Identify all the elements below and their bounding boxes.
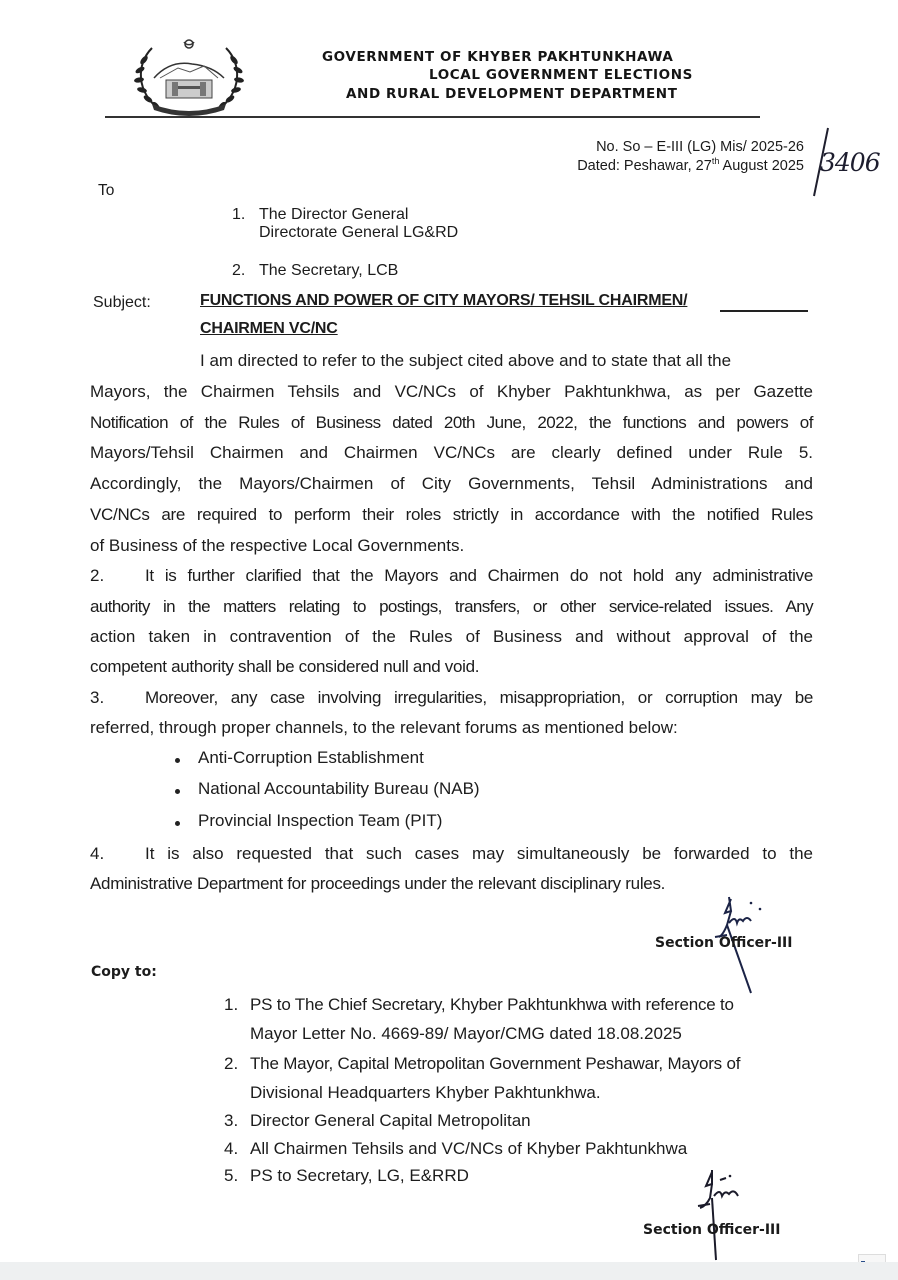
copy-item-3-number: 3. [224, 1111, 239, 1130]
para1-line-5: Accordingly, the Mayors/Chairmen of City Governments, Tehsil Administrations and [90, 474, 813, 493]
para3-line-2: referred, through proper channels, to the relevant forums as mentioned below: [90, 718, 678, 737]
para4-line-1: It is also requested that such cases may simultaneously be forwarded to the [145, 844, 813, 863]
page-bottom-margin [0, 1262, 898, 1280]
reference-date: Dated: Peshawar, 27th August 2025 [577, 156, 804, 174]
header-divider [105, 116, 760, 118]
copy-item-5-number: 5. [224, 1166, 239, 1185]
bullet-icon [175, 789, 180, 794]
para4-line-2: Administrative Department for proceedings under the relevant disciplinary rules. [90, 874, 666, 893]
header-line-1: GOVERNMENT OF KHYBER PAKHTUNKHAWA [322, 49, 674, 65]
para1-line-1: I am directed to refer to the subject cited above and to state that all the [200, 351, 732, 370]
copy-item-1-number: 1. [224, 995, 239, 1014]
header-line-2: LOCAL GOVERNMENT ELECTIONS [429, 67, 693, 83]
copy-item-2-number: 2. [224, 1054, 239, 1073]
copy-item-5-line-1: PS to Secretary, LG, E&RRD [250, 1166, 469, 1185]
addressee-1-line-2: Directorate General LG&RD [259, 224, 459, 241]
para1-line-4: Mayors/Tehsil Chairmen and Chairmen VC/NCs are clearly defined under Rule 5. [90, 443, 813, 462]
para2-line-1: It is further clarified that the Mayors and Chairmen do not hold any administrative [145, 566, 813, 585]
subject-line-2: CHAIRMEN VC/NC [200, 320, 338, 337]
to-label: To [98, 182, 115, 199]
copy-item-2-line-1: The Mayor, Capital Metropolitan Government Peshawar, Mayors of [250, 1054, 741, 1073]
subject-label: Subject: [93, 294, 151, 311]
addressee-1-line-1: The Director General [259, 206, 409, 223]
reference-number: No. So – E-III (LG) Mis/ 2025-26 [596, 139, 804, 155]
copy-item-2-line-2: Divisional Headquarters Khyber Pakhtunkhwa. [250, 1083, 601, 1102]
copy-to-label: Copy to: [91, 964, 157, 980]
para1-line-7: of Business of the respective Local Governments. [90, 536, 465, 555]
bullet-icon [175, 821, 180, 826]
signature-2-scribble-icon [692, 1168, 762, 1263]
addressee-1-number: 1. [232, 206, 246, 223]
para1-line-6: VC/NCs are required to perform their roles strictly in accordance with the notified Rules [90, 505, 813, 524]
handwritten-diary-number: 3406 [820, 148, 880, 177]
para2-line-4: competent authority shall be considered null and void. [90, 657, 480, 676]
para2-line-3: action taken in contravention of the Rules of Business and without approval of the [90, 627, 813, 646]
kp-emblem-icon [130, 34, 248, 120]
forum-item-1: Anti-Corruption Establishment [198, 748, 424, 767]
addressee-2-number: 2. [232, 262, 246, 279]
bullet-icon [175, 758, 180, 763]
forum-item-2: National Accountability Bureau (NAB) [198, 779, 480, 798]
para1-line-3: Notification of the Rules of Business dated 20th June, 2022, the functions and powers of [90, 413, 813, 432]
para1-line-2: Mayors, the Chairmen Tehsils and VC/NCs of Khyber Pakhtunkhwa, as per Gazette [90, 382, 813, 401]
copy-item-1-line-1: PS to The Chief Secretary, Khyber Pakhtunkhwa with reference to [250, 995, 734, 1014]
signature-2-title: Section Officer-III [643, 1222, 781, 1238]
subject-line-1: FUNCTIONS AND POWER OF CITY MAYORS/ TEHSIL CHAIRMEN/ [200, 292, 688, 309]
forum-item-3: Provincial Inspection Team (PIT) [198, 811, 443, 830]
para2-line-2: authority in the matters relating to postings, transfers, or other service-related issues. Any [90, 597, 813, 616]
para2-number: 2. [90, 566, 105, 585]
copy-item-1-line-2: Mayor Letter No. 4669-89/ Mayor/CMG dated 18.08.2025 [250, 1024, 682, 1043]
header-line-3: AND RURAL DEVELOPMENT DEPARTMENT [346, 86, 678, 102]
para4-number: 4. [90, 844, 105, 863]
copy-item-4-line-1: All Chairmen Tehsils and VC/NCs of Khyber Pakhtunkhwa [250, 1139, 688, 1158]
copy-item-3-line-1: Director General Capital Metropolitan [250, 1111, 531, 1130]
addressee-2-line-1: The Secretary, LCB [259, 262, 399, 279]
para3-line-1: Moreover, any case involving irregularities, misappropriation, or corruption may be [145, 688, 813, 707]
signature-1-title: Section Officer-III [655, 935, 793, 951]
subject-underline-extension [720, 310, 808, 312]
para3-number: 3. [90, 688, 105, 707]
copy-item-4-number: 4. [224, 1139, 239, 1158]
